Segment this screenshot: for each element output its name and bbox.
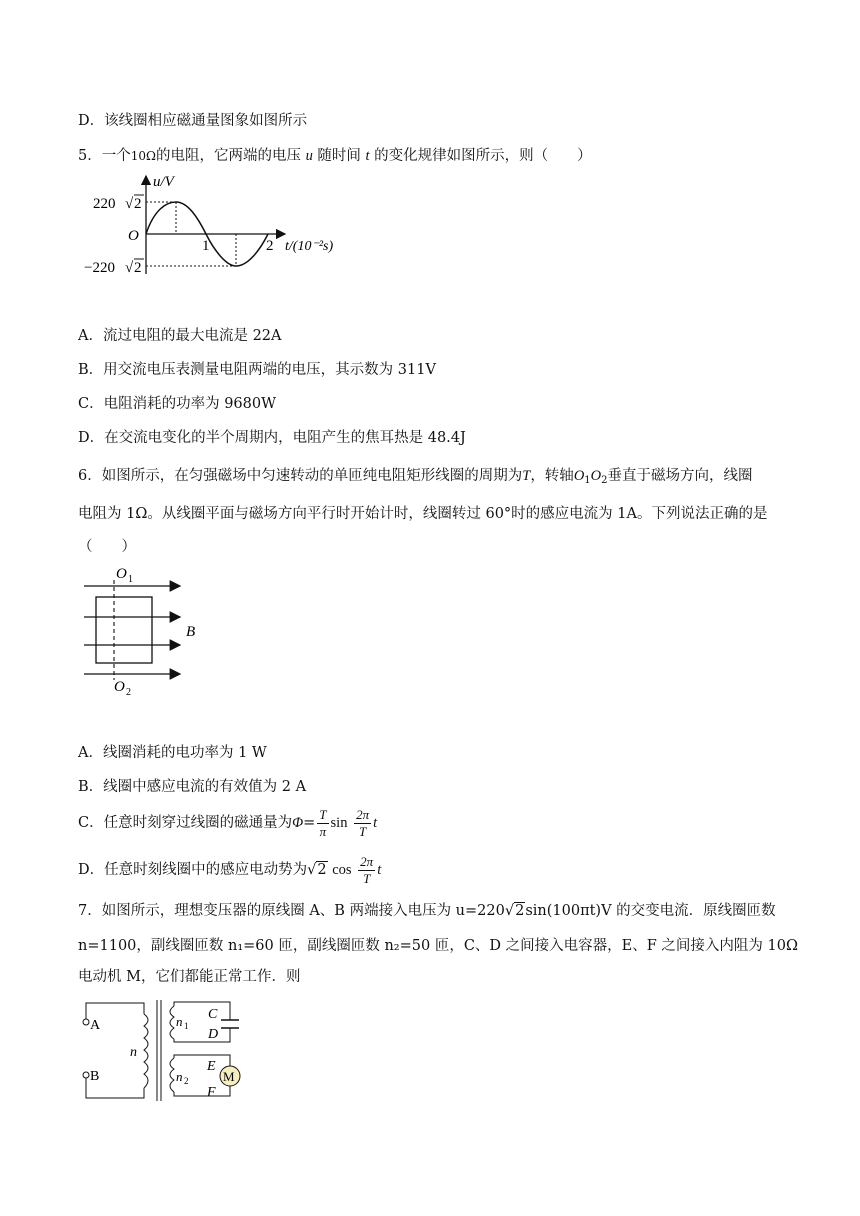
q5-ymin-coef: −220 xyxy=(84,260,115,276)
q5-ymax-sqrt: √ xyxy=(125,196,134,212)
q5-tick-2: 2 xyxy=(266,238,274,254)
q5-ymax-coef: 220 xyxy=(93,196,116,212)
q5-y-label: u/V xyxy=(153,174,174,190)
q7-terminal-a xyxy=(83,1019,89,1025)
q7-primary-coil xyxy=(144,1014,148,1088)
svg-text:A: A xyxy=(90,1018,101,1033)
q5-stem: 5．一个10Ω的电阻，它两端的电压 u 随时间 t 的变化规律如图所示，则（ ） xyxy=(78,148,592,164)
svg-text:M: M xyxy=(223,1069,235,1084)
q4-option-d: D．该线圈相应磁通量图象如图所示 xyxy=(78,113,308,129)
svg-text:2: 2 xyxy=(184,1076,189,1086)
q7-transformer-figure xyxy=(78,998,258,1104)
svg-text:E: E xyxy=(207,1059,216,1074)
q5-ymin-sqrt: √ xyxy=(125,260,134,276)
q6-bottom-label: O xyxy=(114,679,125,695)
q6-top-label: O xyxy=(116,566,127,582)
svg-text:n: n xyxy=(176,1014,183,1029)
q6-stem-line1: 6．如图所示，在匀强磁场中匀速转动的单匝纯电阻矩形线圈的周期为T，转轴$O_1O_2$垂直于磁场方向，线圈 xyxy=(78,468,753,486)
svg-text:C: C xyxy=(208,1007,218,1022)
q5-tick-1: 1 xyxy=(202,238,210,254)
svg-text:n: n xyxy=(130,1045,137,1060)
q6-top-sub: 1 xyxy=(128,574,133,585)
q5-ymin-sqrtval: 2 xyxy=(134,260,142,276)
q6-field-label: B xyxy=(186,624,196,640)
q6-stem-line2: 电阻为 1Ω。从线圈平面与磁场方向平行时开始计时，线圈转过 60°时的感应电流为 1A。下列说法正确的是 xyxy=(78,506,768,522)
svg-text:F: F xyxy=(207,1085,216,1100)
q6-coil xyxy=(96,597,152,663)
q7-secondary2-coil xyxy=(170,1058,174,1092)
q7-secondary1-coil xyxy=(170,1006,174,1039)
q5-voltage-graph xyxy=(80,170,350,280)
q6-option-d: D．任意时刻线圈中的感应电动势为√2 cos $\frac{2\pi}{T}$ t xyxy=(78,853,382,886)
q5-option-d: D．在交流电变化的半个周期内，电阻产生的焦耳热是 48.4J xyxy=(78,430,466,446)
q6-option-b: B．线圈中感应电流的有效值为 2 A xyxy=(78,779,307,795)
q5-option-c: C．电阻消耗的功率为 9680W xyxy=(78,396,277,412)
q5-origin: O xyxy=(128,228,139,244)
svg-text:n: n xyxy=(176,1069,183,1084)
svg-text:D: D xyxy=(208,1027,219,1042)
q7-stem-line3: 电动机 M，它们都能正常工作．则 xyxy=(78,969,301,985)
q6-bottom-sub: 2 xyxy=(126,687,131,698)
svg-text:1: 1 xyxy=(184,1021,189,1031)
q7-terminal-b xyxy=(83,1072,89,1078)
q6-option-c: C．任意时刻穿过线圈的磁通量为Φ= $\frac{T}{\pi}$ sin $\frac{2\pi}{T}$ t xyxy=(78,806,378,839)
q5-option-b: B．用交流电压表测量电阻两端的电压，其示数为 311V xyxy=(78,362,436,378)
q6-stem-line3: （ ） xyxy=(78,539,136,555)
q5-option-a: A．流过电阻的最大电流是 22A xyxy=(78,328,282,344)
q7-stem-line1: 7．如图所示，理想变压器的原线圈 A、B 两端接入电压为 u=220√2sin(100πt)V 的交变电流．原线圈匝数 xyxy=(78,903,776,919)
q6-coil-figure xyxy=(80,562,210,702)
q6-option-a: A．线圈消耗的电功率为 1 W xyxy=(78,745,267,761)
q7-stem-line2: n=1100，副线圈匝数 n₁=60 匝，副线圈匝数 n₂=50 匝，C、D 之间接入电容器，E、F 之间接入内阻为 10Ω xyxy=(78,938,798,954)
svg-text:B: B xyxy=(90,1069,100,1084)
q5-ymax-sqrtval: 2 xyxy=(134,196,142,212)
q5-x-label: t/(10⁻²s) xyxy=(285,239,334,254)
